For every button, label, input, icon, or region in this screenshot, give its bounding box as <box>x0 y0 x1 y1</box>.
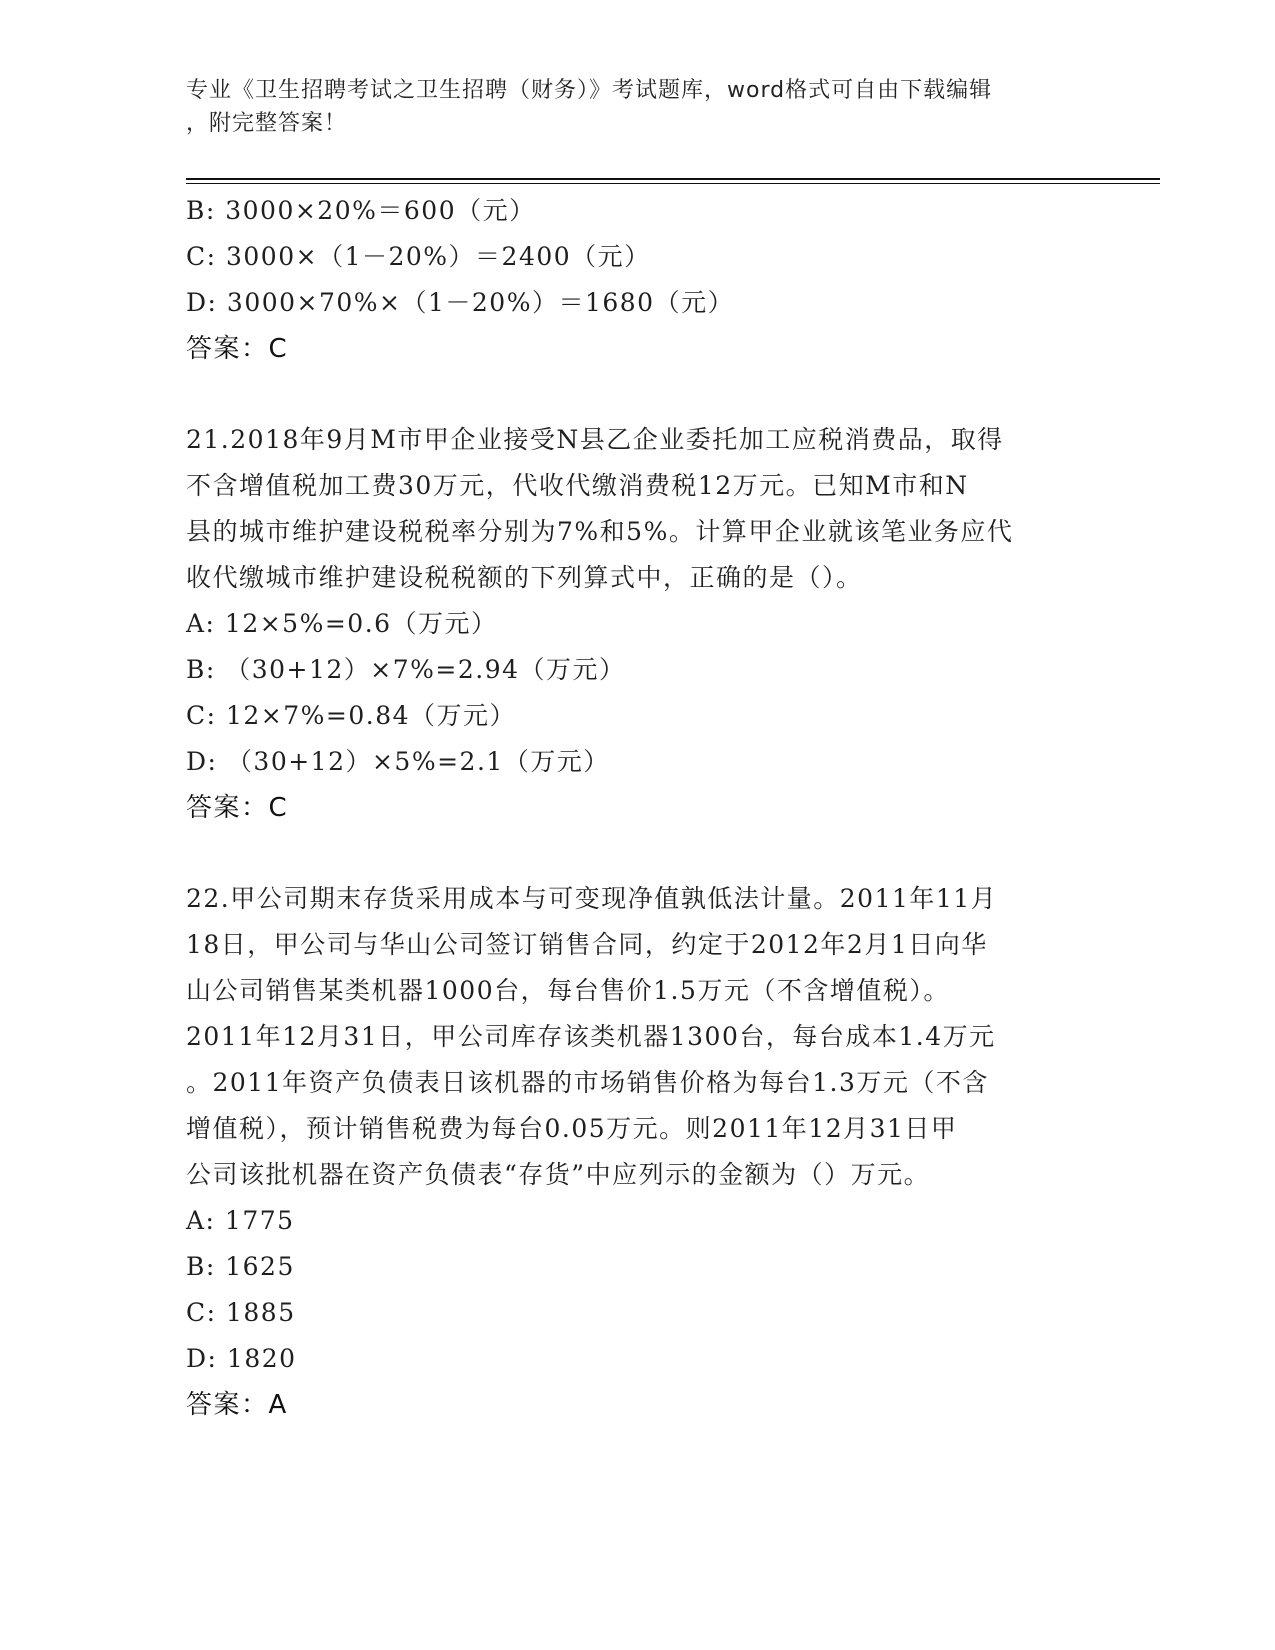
option-a: A: 1775 <box>186 1206 295 1235</box>
question-text-line: 2011年12月31日，甲公司库存该类机器1300台，每台成本1.4万元 <box>186 1022 996 1051</box>
option-b: B: 3000×20%＝600（元） <box>186 196 536 225</box>
question-20 <box>186 188 1086 372</box>
option-c: C: 1885 <box>186 1298 296 1327</box>
header-line-1: 专业《卫生招聘考试之卫生招聘（财务）》考试题库，word格式可自由下载编辑 <box>186 78 993 103</box>
answer-line: 答案：C <box>186 793 289 823</box>
question-text-line: 增值税），预计销售税费为每台0.05万元。则2011年12月31日甲 <box>186 1114 958 1143</box>
option-c: C: 3000×（1－20%）＝2400（元） <box>186 242 651 271</box>
header-divider-thick <box>186 178 1160 180</box>
option-a: A: 12×5%=0.6（万元） <box>186 609 498 638</box>
question-text-line: 。2011年资产负债表日该机器的市场销售价格为每台1.3万元（不含 <box>186 1068 989 1097</box>
question-21 <box>186 417 1086 831</box>
question-text-line: 公司该批机器在资产负债表“存货”中应列示的金额为（）万元。 <box>186 1160 931 1189</box>
page-header <box>186 74 1066 140</box>
option-b: B: （30+12）×7%=2.94（万元） <box>186 655 626 684</box>
option-c: C: 12×7%=0.84（万元） <box>186 701 517 730</box>
question-text-line: 山公司销售某类机器1000台，每台售价1.5万元（不含增值税）。 <box>186 976 950 1005</box>
question-text-line: 县的城市维护建设税税率分别为7%和5%。计算甲企业就该笔业务应代 <box>186 517 1014 546</box>
question-content <box>186 188 1086 1428</box>
header-divider-thin <box>186 183 1160 184</box>
question-text-line: 18日，甲公司与华山公司签订销售合同，约定于2012年2月1日向华 <box>186 930 988 959</box>
question-text-line: 22.甲公司期末存货采用成本与可变现净值孰低法计量。2011年11月 <box>186 884 998 913</box>
option-d: D: 3000×70%×（1－20%）＝1680（元） <box>186 288 735 317</box>
spacer <box>186 372 1086 417</box>
option-d: D: 1820 <box>186 1344 297 1373</box>
question-text-line: 21.2018年9月M市甲企业接受N县乙企业委托加工应税消费品，取得 <box>186 425 1004 454</box>
question-text-line: 不含增值税加工费30万元，代收代缴消费税12万元。已知M市和N <box>186 471 969 500</box>
answer-line: 答案：A <box>186 1390 288 1420</box>
question-text-line: 收代缴城市维护建设税税额的下列算式中，正确的是（）。 <box>186 563 863 592</box>
header-line-2: ，附完整答案！ <box>186 111 348 136</box>
option-b: B: 1625 <box>186 1252 295 1281</box>
question-22 <box>186 876 1086 1428</box>
spacer <box>186 831 1086 876</box>
option-d: D: （30+12）×5%=2.1（万元） <box>186 747 610 776</box>
answer-line: 答案：C <box>186 334 289 364</box>
